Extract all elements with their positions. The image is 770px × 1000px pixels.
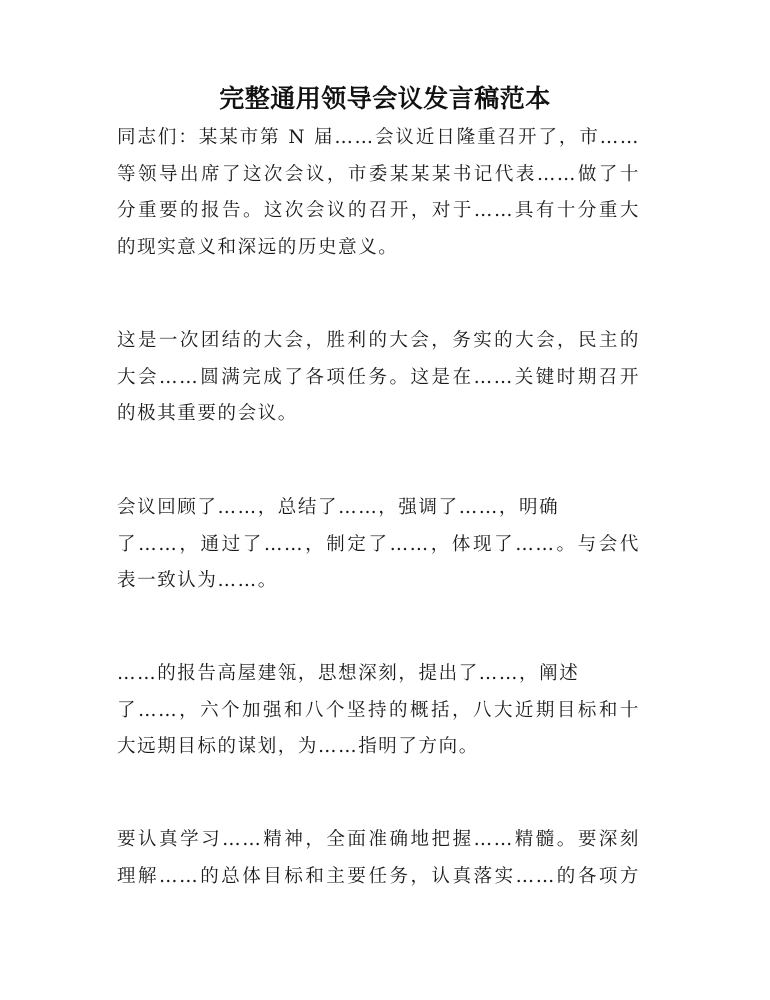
- paragraph-line: 等领导出席了这次会议，市委某某某书记代表……做了十: [117, 163, 640, 185]
- paragraph-line: 会议回顾了……，总结了……，强调了……，明确: [117, 497, 560, 518]
- paragraph-line: 同志们：某某市第 N 届……会议近日隆重召开了，市……: [117, 127, 640, 148]
- paragraph-1: [117, 120, 640, 266]
- paragraph-line: 了……，六个加强和八个坚持的概括，八大近期目标和十: [117, 699, 640, 721]
- paragraph-3: [117, 490, 640, 600]
- paragraph-line: 的现实意义和深远的历史意义。: [117, 236, 399, 258]
- paragraph-line: 大远期目标的谋划，为……指明了方向。: [117, 736, 479, 758]
- paragraph-line: 这是一次团结的大会，胜利的大会，务实的大会，民主的: [117, 330, 640, 351]
- paragraph-line: 理解……的总体目标和主要任务，认真落实……的各项方: [117, 865, 640, 887]
- paragraph-4: [117, 656, 640, 766]
- paragraph-line: 表一致认为……。: [117, 570, 278, 592]
- paragraph-5: [117, 822, 640, 895]
- paragraph-line: 了……，通过了……，制定了……，体现了……。与会代: [117, 533, 640, 555]
- paragraph-line: 要认真学习……精神，全面准确地把握……精髓。要深刻: [117, 829, 640, 850]
- document-title: 完整通用领导会议发言稿范本: [219, 84, 551, 113]
- paragraph-line: 分重要的报告。这次会议的召开，对于……具有十分重大: [117, 200, 640, 222]
- paragraph-2: [117, 323, 640, 433]
- paragraph-line: ……的报告高屋建瓴，思想深刻，提出了……，阐述: [117, 663, 580, 684]
- paragraph-line: 大会……圆满完成了各项任务。这是在……关键时期召开: [117, 366, 640, 388]
- paragraph-line: 的极其重要的会议。: [117, 403, 298, 425]
